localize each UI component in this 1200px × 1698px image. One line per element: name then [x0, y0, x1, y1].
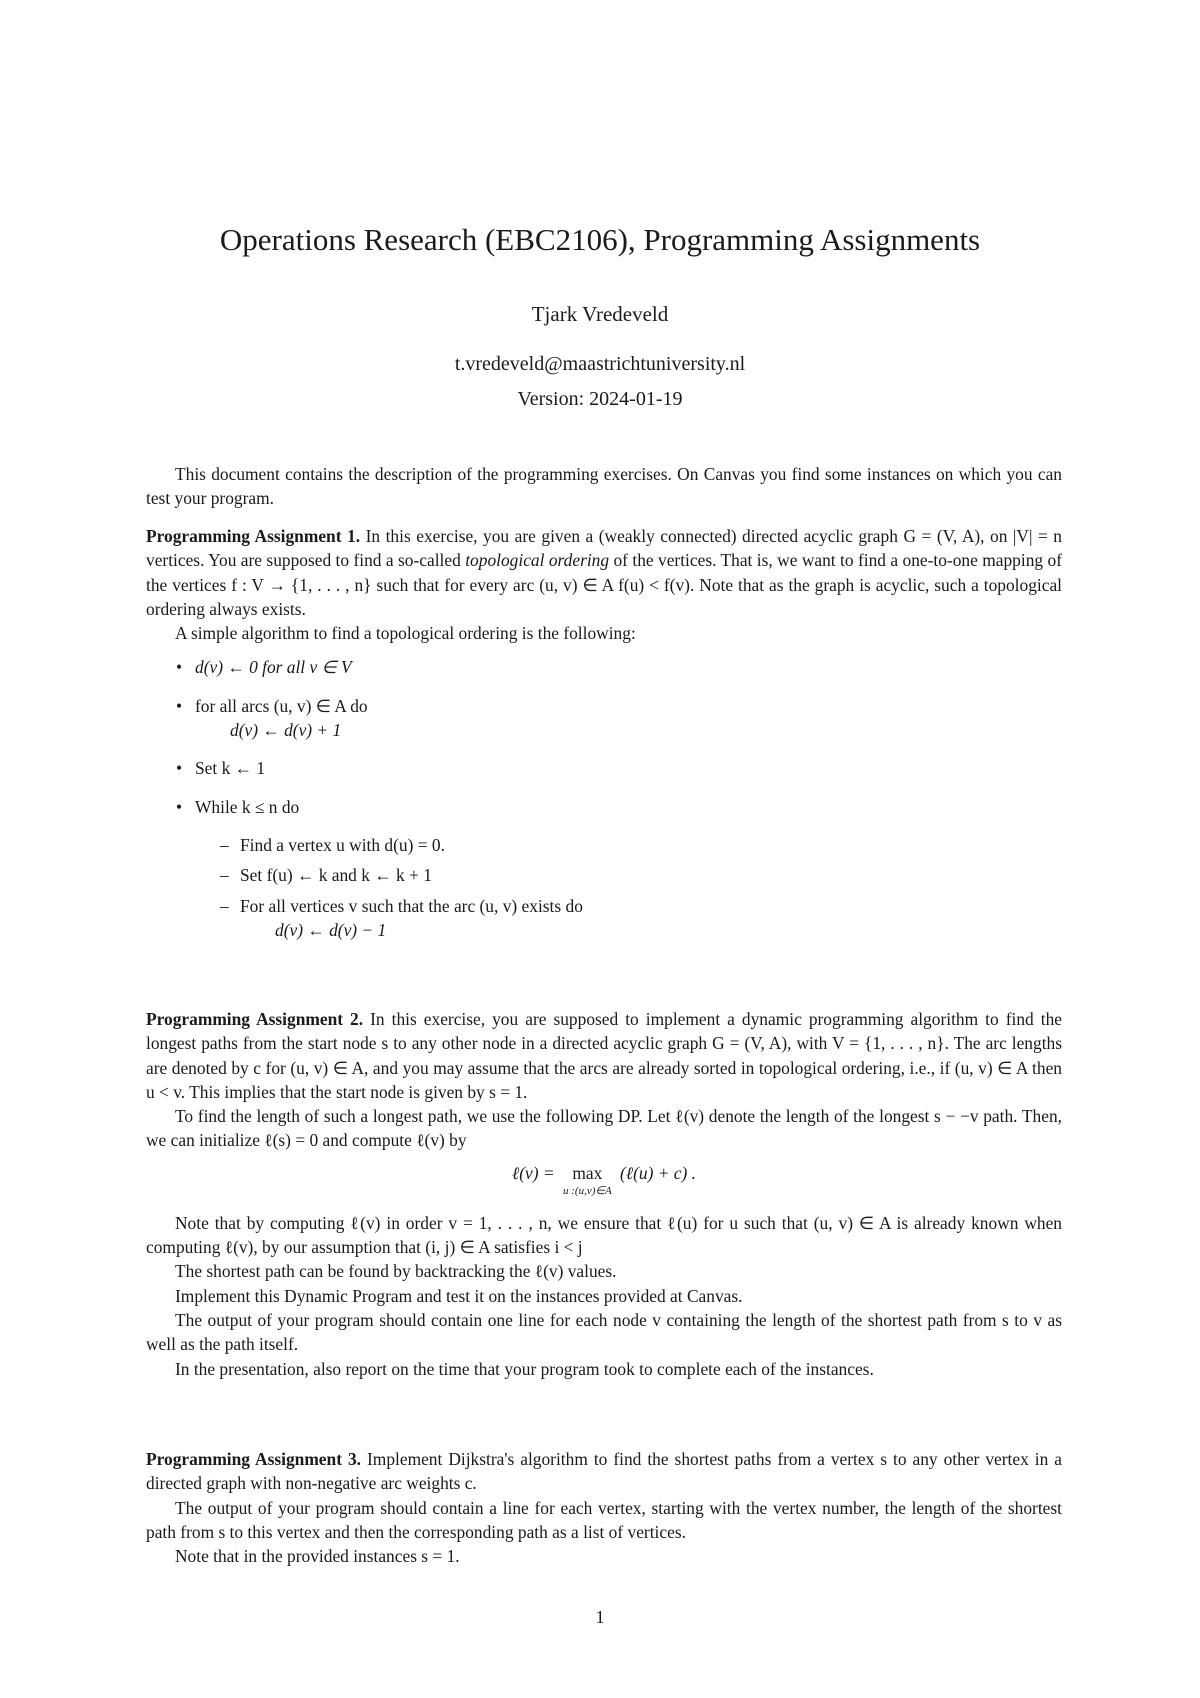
assignment-2-section: [146, 1007, 1062, 1381]
assignment-2-paragraph-5: Implement this Dynamic Program and test it on the instances provided at Canvas.: [175, 1285, 743, 1306]
document-title: Operations Research (EBC2106), Programming Assignments: [219, 222, 981, 257]
step-2-line-2: d(v) ← d(v) + 1: [230, 720, 342, 741]
assignment-2-paragraph-4: The shortest path can be found by backtracking the ℓ(v) values.: [175, 1261, 617, 1282]
step-3-text: Set k ← 1: [195, 758, 266, 779]
algorithm-list: [146, 655, 1062, 818]
loop-step-1: [146, 833, 1062, 857]
loop-step-1-text: Find a vertex u with d(u) = 0.: [240, 834, 445, 855]
formula-max-block: [563, 1161, 612, 1197]
assignment-1-text-a: In this exercise, you are given a (weakly connected) directed acyclic graph: [365, 526, 898, 546]
version-label: Version: 2024-01-19: [517, 388, 683, 410]
assignment-3-paragraph-2: The output of your program should contain a line for each vertex, starting with the vertex number, the length of the shortest path from s to this vertex and then the corresponding path as a list of vertices.: [146, 1497, 1062, 1542]
assignment-1-algorithm-intro: A simple algorithm to find a topological ordering is the following:: [175, 623, 636, 644]
loop-step-3-line-2: d(v) ← d(v) − 1: [275, 919, 387, 940]
assignment-2-paragraph-6: The output of your program should contain one line for each node v containing the length of the shortest path from s to v as well as the path itself.: [146, 1309, 1062, 1355]
author-name: Tjark Vredeveld: [531, 302, 669, 326]
formula-rhs: (ℓ(u) + c) .: [620, 1162, 696, 1183]
algorithm-step-4: [146, 795, 1062, 819]
page-number: 1: [595, 1607, 605, 1627]
assignment-2-heading: Programming Assignment 2.: [146, 1009, 364, 1029]
step-1-text: d(v) ← 0 for all v ∈ V: [195, 657, 352, 678]
assignment-1-text-b: G = (V, A), on |V| = n vertices. You are supposed to find a so-called: [146, 526, 1062, 571]
assignment-3-paragraph-1: Implement Dijkstra's algorithm to find the shortest paths from a vertex s to any other vertex in a directed graph with non-negative arc weights c.: [146, 1449, 1062, 1494]
loop-step-3: [146, 894, 1062, 943]
assignment-3-paragraph-3: Note that in the provided instances s = 1.: [175, 1546, 460, 1567]
assignment-1-section: [146, 524, 1062, 942]
loop-step-2-text: Set f(u) ← k and k ← k + 1: [240, 865, 432, 886]
loop-step-2: [146, 863, 1062, 887]
while-loop-list: [146, 833, 1062, 942]
assignment-2-paragraph-1: In this exercise, you are supposed to implement a dynamic programming algorithm to find the longest paths from the start node s to any other node in a directed acyclic graph G = (V, A), with V = {1, . . . , n}. The arc lengths are denoted by c for (u, v) ∈ A, and you may assume that the arcs are already sorted in topological ordering, i.e., if (u, v) ∈ A then u < v. This implies that the start node is given by s = 1.: [146, 1009, 1062, 1102]
algorithm-step-1: [146, 655, 1062, 679]
intro-paragraph: This document contains the description of the programming exercises. On Canvas you find some instances on which you can test your program.: [146, 464, 1062, 509]
assignment-1-heading: Programming Assignment 1.: [146, 526, 361, 546]
assignment-2-paragraph-2: To find the length of such a longest path, we use the following DP. Let ℓ(v) denote the length of the longest s − −v path. Then, we can initialize ℓ(s) = 0 and compute ℓ(v) by: [146, 1106, 1062, 1151]
step-2-line-1: • for all arcs (u, v) ∈ A do: [195, 695, 368, 716]
assignment-3-heading: Programming Assignment 3.: [146, 1449, 362, 1469]
step-4-text: While k ≤ n do: [195, 796, 300, 817]
dp-formula: [146, 1153, 1062, 1211]
assignment-1-emphasis: topological ordering: [465, 550, 610, 571]
assignment-3-section: [146, 1447, 1062, 1568]
algorithm-step-3: [146, 756, 1062, 780]
author-email: t.vredeveld@maastrichtuniversity.nl: [454, 353, 746, 375]
formula-lhs: ℓ(v) =: [512, 1162, 555, 1183]
formula-max-subscript: u :(u,v)∈A: [563, 1185, 612, 1198]
assignment-1-text-c: of the vertices. That is, we want to find a one-to-one mapping of the vertices f : V → {1, . . . , n} such that for every arc (u, v) ∈ A f(u) < f(v). Note that as the graph is acyclic, such a topological ordering always exists.: [146, 550, 1062, 619]
algorithm-step-2: [146, 694, 1062, 743]
loop-step-3-line-1: – For all vertices v such that the arc (u, v) exists do: [240, 895, 583, 916]
assignment-2-paragraph-7: In the presentation, also report on the time that your program took to complete each of the instances.: [175, 1358, 874, 1379]
intro-section: [146, 462, 1062, 511]
assignment-2-paragraph-3: Note that by computing ℓ(v) in order v = 1, . . . , n, we ensure that ℓ(u) for u such that (u, v) ∈ A is already known when computing ℓ(v), by our assumption that (i, j) ∈ A satisfies i < j: [146, 1212, 1062, 1258]
formula-max: max: [572, 1162, 603, 1183]
